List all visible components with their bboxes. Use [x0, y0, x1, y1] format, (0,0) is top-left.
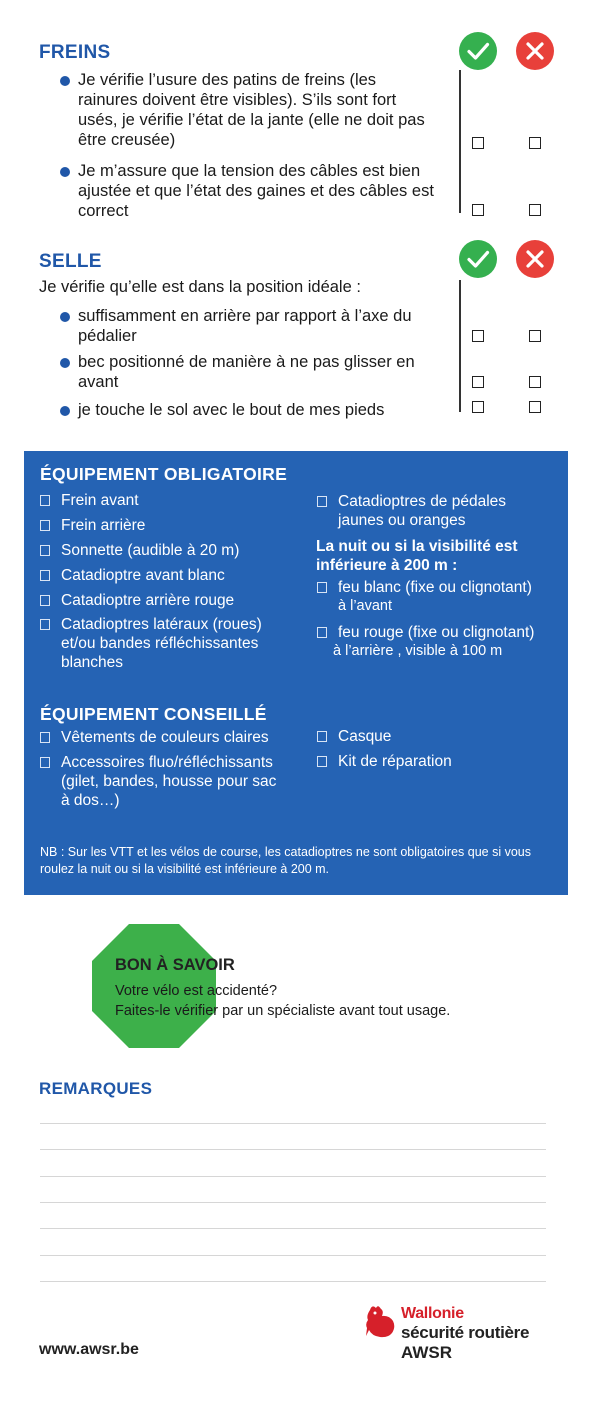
equipment-item: Catadioptre arrière rouge: [40, 591, 300, 610]
remarques-title: REMARQUES: [39, 1079, 153, 1098]
bullet-icon: [60, 76, 70, 86]
selle-item: [62, 400, 440, 420]
equipment-item: Sonnette (audible à 20 m): [40, 541, 300, 560]
note-line: [40, 1228, 546, 1229]
logo-wallonie: Wallonie: [401, 1305, 464, 1322]
selle-title: SELLE: [39, 251, 102, 272]
check-icon: [459, 240, 497, 278]
equipment-item: feu rouge (fixe ou clignotant): [317, 623, 557, 642]
rooster-icon: [362, 1302, 400, 1340]
freins-item-text: Je vérifie l’usure des patins de freins (les rainures doivent être visibles). S’ils sont fort usés, je vérifie l’état de la jante (elle ne doit pas être creusée): [78, 71, 425, 149]
checkbox-no[interactable]: [529, 204, 541, 216]
equipment-item: Frein avant: [40, 491, 300, 510]
logo-awsr: AWSR: [401, 1343, 452, 1362]
note-line: [40, 1202, 546, 1203]
equipment-item-sub: à l’avant: [338, 598, 393, 614]
selle-item-text: bec positionné de manière à ne pas glisser en avant: [78, 353, 415, 391]
selle-item: [62, 306, 440, 346]
selle-item-text: suffisamment en arrière par rapport à l’axe du pédalier: [78, 307, 412, 345]
checkbox-no[interactable]: [529, 376, 541, 388]
note-line: [40, 1281, 546, 1282]
checkbox-icon: [40, 570, 50, 581]
checkbox-icon: [40, 757, 50, 768]
bon-title: BON À SAVOIR: [115, 956, 235, 974]
checkbox-ok[interactable]: [472, 330, 484, 342]
checkbox-icon: [40, 545, 50, 556]
checkbox-ok[interactable]: [472, 137, 484, 149]
bullet-icon: [60, 312, 70, 322]
note-line: [40, 1255, 546, 1256]
checkbox-icon: [40, 595, 50, 606]
night-title: La nuit ou si la visibilité est inférieure à 200 m :: [316, 538, 518, 574]
equipment-item: Catadioptres latéraux (roues) et/ou bandes réfléchissantes blanches: [40, 615, 290, 672]
checkbox-ok[interactable]: [472, 376, 484, 388]
checkbox-ok[interactable]: [472, 204, 484, 216]
checkbox-icon: [40, 520, 50, 531]
checkbox-no[interactable]: [529, 330, 541, 342]
bon-line1: Votre vélo est accidenté?: [115, 983, 278, 999]
checkbox-icon: [317, 582, 327, 593]
checkbox-no[interactable]: [529, 401, 541, 413]
checkbox-icon: [317, 756, 327, 767]
bon-line2: Faites-le vérifier par un spécialiste avant tout usage.: [115, 1003, 451, 1019]
conseille-title: ÉQUIPEMENT CONSEILLÉ: [40, 704, 267, 724]
selle-intro: Je vérifie qu’elle est dans la position idéale :: [39, 278, 361, 296]
cross-icon: [516, 240, 554, 278]
checkbox-icon: [317, 496, 327, 507]
equipment-item: feu blanc (fixe ou clignotant): [317, 578, 557, 597]
checkbox-icon: [317, 627, 327, 638]
note-line: [40, 1123, 546, 1124]
checkbox-ok[interactable]: [472, 401, 484, 413]
equipment-item-sub: à l’arrière , visible à 100 m: [333, 643, 503, 659]
checkbox-icon: [40, 619, 50, 630]
equipment-item: Kit de réparation: [317, 752, 517, 771]
bullet-icon: [60, 358, 70, 368]
checkbox-icon: [317, 731, 327, 742]
selle-item: [62, 352, 440, 392]
divider-line: [459, 70, 461, 213]
equipment-item: Catadioptres de pédales jaunes ou oranges: [317, 492, 542, 530]
freins-item: [62, 70, 440, 150]
equipment-item: Catadioptre avant blanc: [40, 566, 300, 585]
freins-item: [62, 161, 440, 221]
divider-line: [459, 280, 461, 412]
website-link[interactable]: www.awsr.be: [39, 1341, 139, 1358]
selle-item-text: je touche le sol avec le bout de mes pieds: [78, 401, 385, 419]
checkbox-icon: [40, 495, 50, 506]
nb-note: NB : Sur les VTT et les vélos de course, les catadioptres ne sont obligatoires que si vous roulez la nuit ou si la visibilité est inférieure à 200 m.: [40, 845, 531, 876]
bullet-icon: [60, 167, 70, 177]
equipment-panel: [24, 451, 568, 895]
freins-title: FREINS: [39, 42, 111, 63]
equipment-item: Accessoires fluo/réfléchissants (gilet, bandes, housse pour sac à dos…): [40, 753, 288, 810]
equipment-item: Frein arrière: [40, 516, 300, 535]
freins-item-text: Je m’assure que la tension des câbles est bien ajustée et que l’état des gaines et des câbles est correct: [78, 162, 434, 220]
check-icon: [459, 32, 497, 70]
note-line: [40, 1149, 546, 1150]
checkbox-icon: [40, 732, 50, 743]
equipment-item: Vêtements de couleurs claires: [40, 728, 310, 747]
cross-icon: [516, 32, 554, 70]
bullet-icon: [60, 406, 70, 416]
checkbox-no[interactable]: [529, 137, 541, 149]
equipment-item: Casque: [317, 727, 517, 746]
logo-securite: sécurité routière: [401, 1323, 530, 1342]
note-line: [40, 1176, 546, 1177]
obligatoire-title: ÉQUIPEMENT OBLIGATOIRE: [40, 464, 288, 484]
